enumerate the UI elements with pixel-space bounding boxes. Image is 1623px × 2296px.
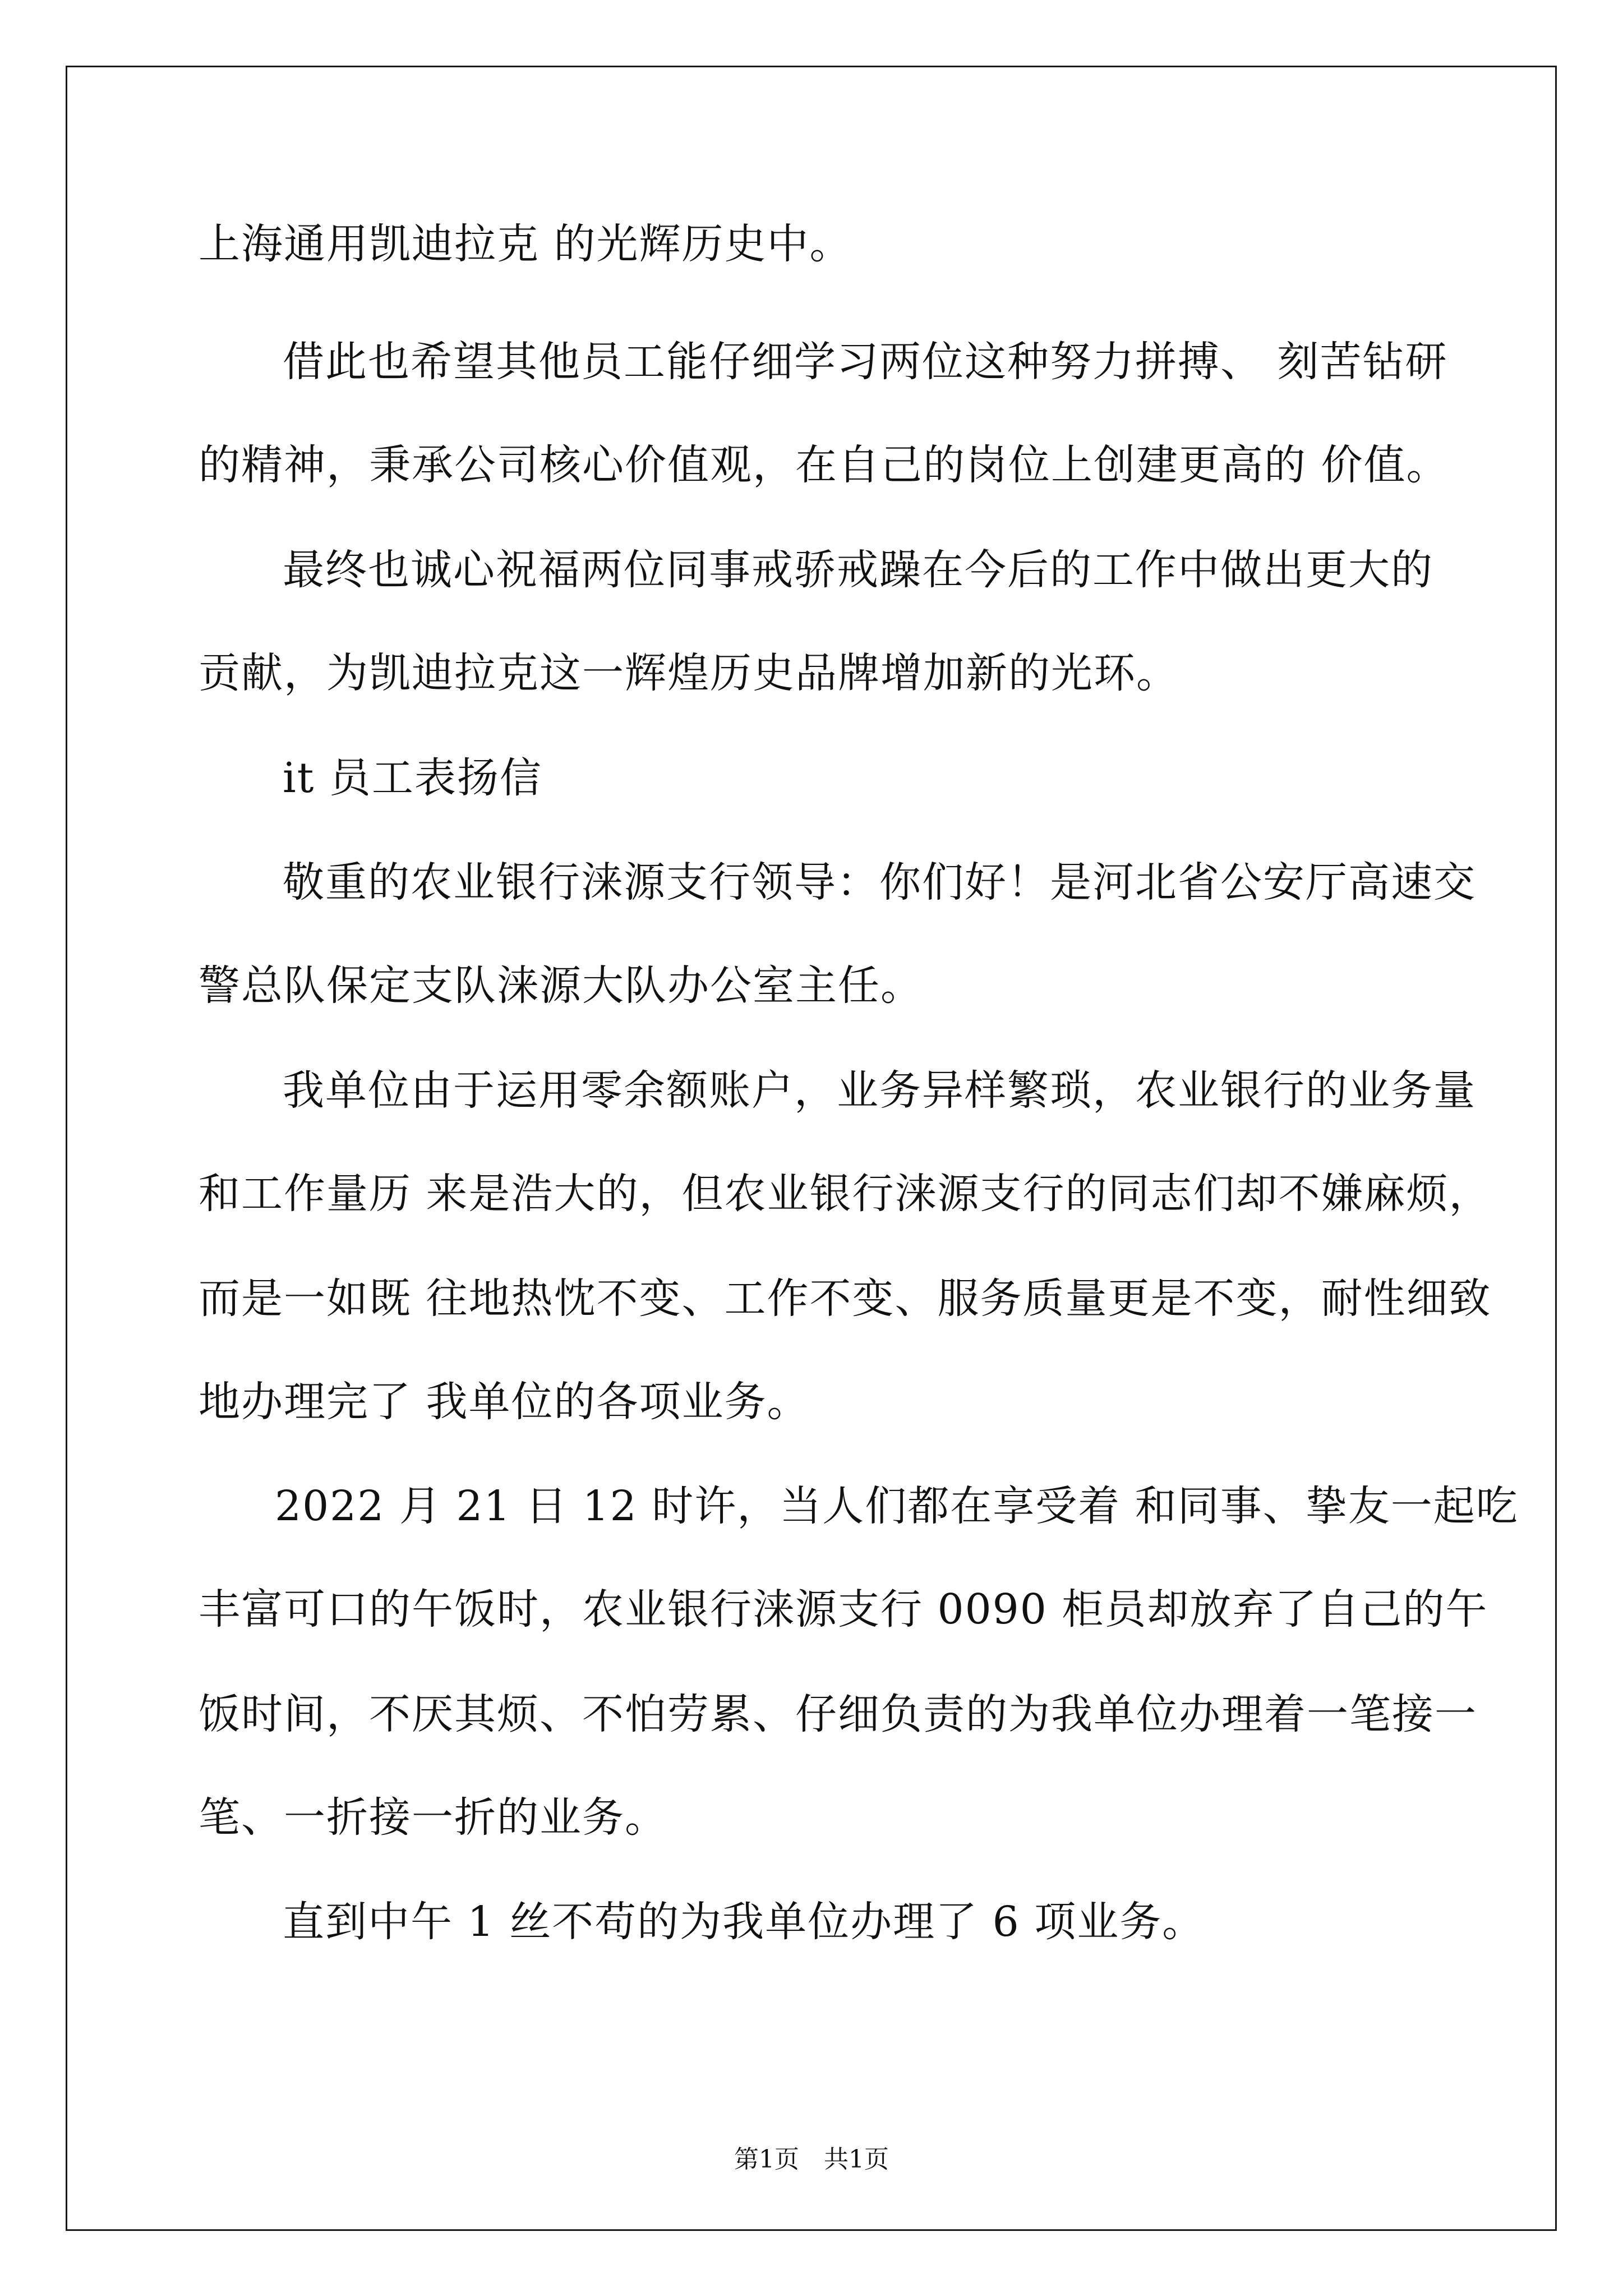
text-line: 借此也希望其他员工能仔细学习两位这种努力拼搏、 刻苦钻研 — [283, 338, 1448, 386]
text-line: 直到中午 1 丝不苟的为我单位办理了 6 项业务。 — [283, 1898, 1205, 1946]
text-line: 贡献，为凯迪拉克这一辉煌历史品牌增加新的光环。 — [199, 649, 1179, 697]
text-line: 地办理完了 我单位的各项业务。 — [199, 1378, 810, 1426]
page-number-footer: 第1页 共1页 — [734, 2145, 889, 2174]
text-line: 而是一如既 往地热忱不变、工作不变、服务质量更是不变，耐性细致 — [199, 1274, 1492, 1323]
section-heading: it 员工表扬信 — [283, 754, 542, 802]
text-line: 敬重的农业银行涞源支行领导：你们好！是河北省公安厅高速交 — [283, 858, 1476, 907]
text-line: 我单位由于运用零余额账户，业务异样繁琐，农业银行的业务量 — [283, 1066, 1476, 1115]
text-line: 2022 月 21 日 12 时许，当人们都在享受着 和同事、挚友一起吃 — [275, 1482, 1519, 1530]
text-line: 笔、一折接一折的业务。 — [199, 1793, 667, 1842]
text-line: 丰富可口的午饭时，农业银行涞源支行 0090 柜员却放弃了自己的午 — [199, 1585, 1488, 1634]
text-line: 的精神，秉承公司核心价值观，在自己的岗位上创建更高的 价值。 — [199, 441, 1449, 489]
text-line: 上海通用凯迪拉克 的光辉历史中。 — [199, 220, 852, 268]
text-line: 最终也诚心祝福两位同事戒骄戒躁在今后的工作中做出更大的 — [283, 546, 1433, 594]
text-line: 饭时间，不厌其烦、不怕劳累、仔细负责的为我单位办理着一笔接一 — [199, 1690, 1477, 1738]
text-line: 和工作量历 来是浩大的，但农业银行涞源支行的同志们却不嫌麻烦， — [199, 1170, 1492, 1218]
text-line: 警总队保定支队涞源大队办公室主任。 — [199, 961, 923, 1010]
